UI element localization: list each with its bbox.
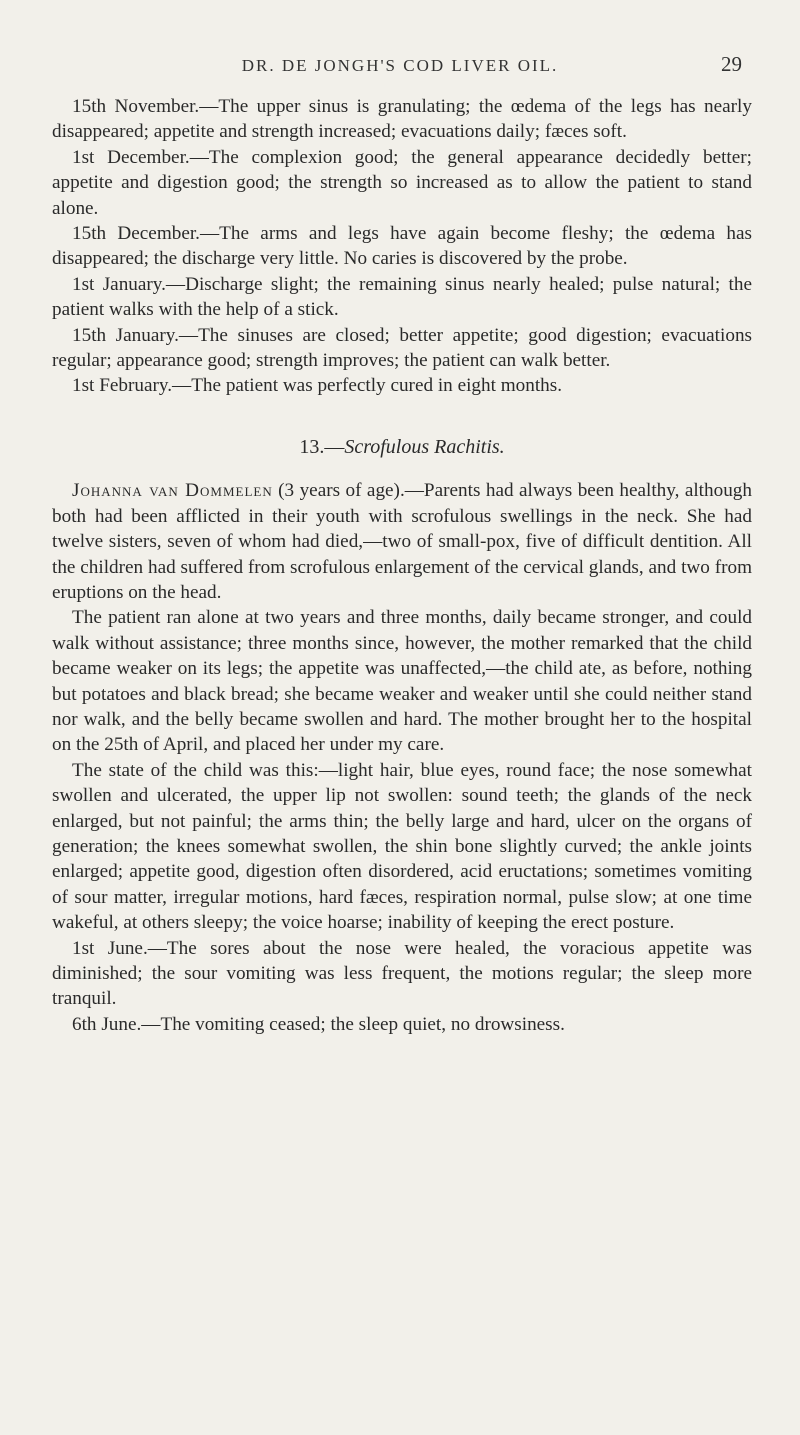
running-head: DR. DE JONGH'S COD LIVER OIL. xyxy=(241,56,559,75)
paragraph-1st-january: 1st January.—Discharge slight; the remaining sinus nearly healed; pulse natural; the patient walks with the help of a stick. xyxy=(52,273,752,321)
paragraph-1st-june: 1st June.—The sores about the nose were healed, the voracious appetite was diminished; the sour vomiting was less frequent, the motions regular; the sleep more tranquil. xyxy=(52,937,752,1010)
paragraph-6th-june: 6th June.—The vomiting ceased; the sleep quiet, no drowsiness. xyxy=(72,1013,565,1035)
paragraph-15th-december: 15th December.—The arms and legs have again become fleshy; the œdema has disappeared; the discharge very little. No caries is discovered by the probe. xyxy=(52,223,752,270)
page-number: 29 xyxy=(721,52,742,76)
case-13-heading xyxy=(52,435,752,460)
body-text xyxy=(52,94,752,1037)
paragraph-patient-state: The state of the child was this:—light hair, blue eyes, round face; the nose somewhat swollen and ulcerated, the upper lip not swollen: sound teeth; the glands of the neck enlarged, but not painful; the arms thin; the belly large and hard, ulcer on the organs of generation; the knees somewhat swollen, the shin bone slightly curved; the ankle joints enlarged; appetite good, digestion often disordered, acid eructations; sometimes vomiting of sour matter, irregular motions, hard fæces, respiration normal, pulse slow; at one time wakeful, at others sleepy; the voice hoarse; inability of keeping the erect posture. xyxy=(52,759,752,934)
patient-name: Johanna van Dommelen xyxy=(72,480,273,502)
paragraph-patient-history: The patient ran alone at two years and three months, daily became stronger, and could walk without assistance; three months since, however, the mother remarked that the child became weaker on its legs; the appetite was unaffected,—the child ate, as before, nothing but potatoes and black bread; she became weaker and weaker until she could neither stand nor walk, and the belly became swollen and hard. The mother brought her to the hospital on the 25th of April, and placed her under my care. xyxy=(52,607,752,756)
paragraph-15th-january: 15th January.—The sinuses are closed; better appetite; good digestion; evacuations regular; appearance good; strength improves; the patient can walk better. xyxy=(52,324,752,372)
paragraph-15th-november: 15th November.—The upper sinus is granulating; the œdema of the legs has nearly disappeared; appetite and strength increased; evacuations daily; fæces soft. xyxy=(52,96,752,143)
paragraph-1st-december: 1st December.—The complexion good; the general appearance decidedly better; appetite and digestion good; the strength so increased as to allow the patient to stand alone. xyxy=(52,146,752,219)
intro-text: (3 years of age).—Parents had always been healthy, although both had been afflicted in their youth with scrofulous swellings in the neck. She had twelve sisters, seven of whom had died,—two of small-pox, five of difficult dentition. All the children had suffered from scrofulous enlargement of the cervical glands, and two from eruptions on the head. xyxy=(52,480,752,603)
paragraph-case-13-intro xyxy=(52,478,752,605)
case-13-number: 13.— xyxy=(299,435,345,458)
paragraph-1st-february: 1st February.—The patient was perfectly cured in eight months. xyxy=(72,375,563,397)
case-13-title: Scrofulous Rachitis. xyxy=(344,435,505,458)
